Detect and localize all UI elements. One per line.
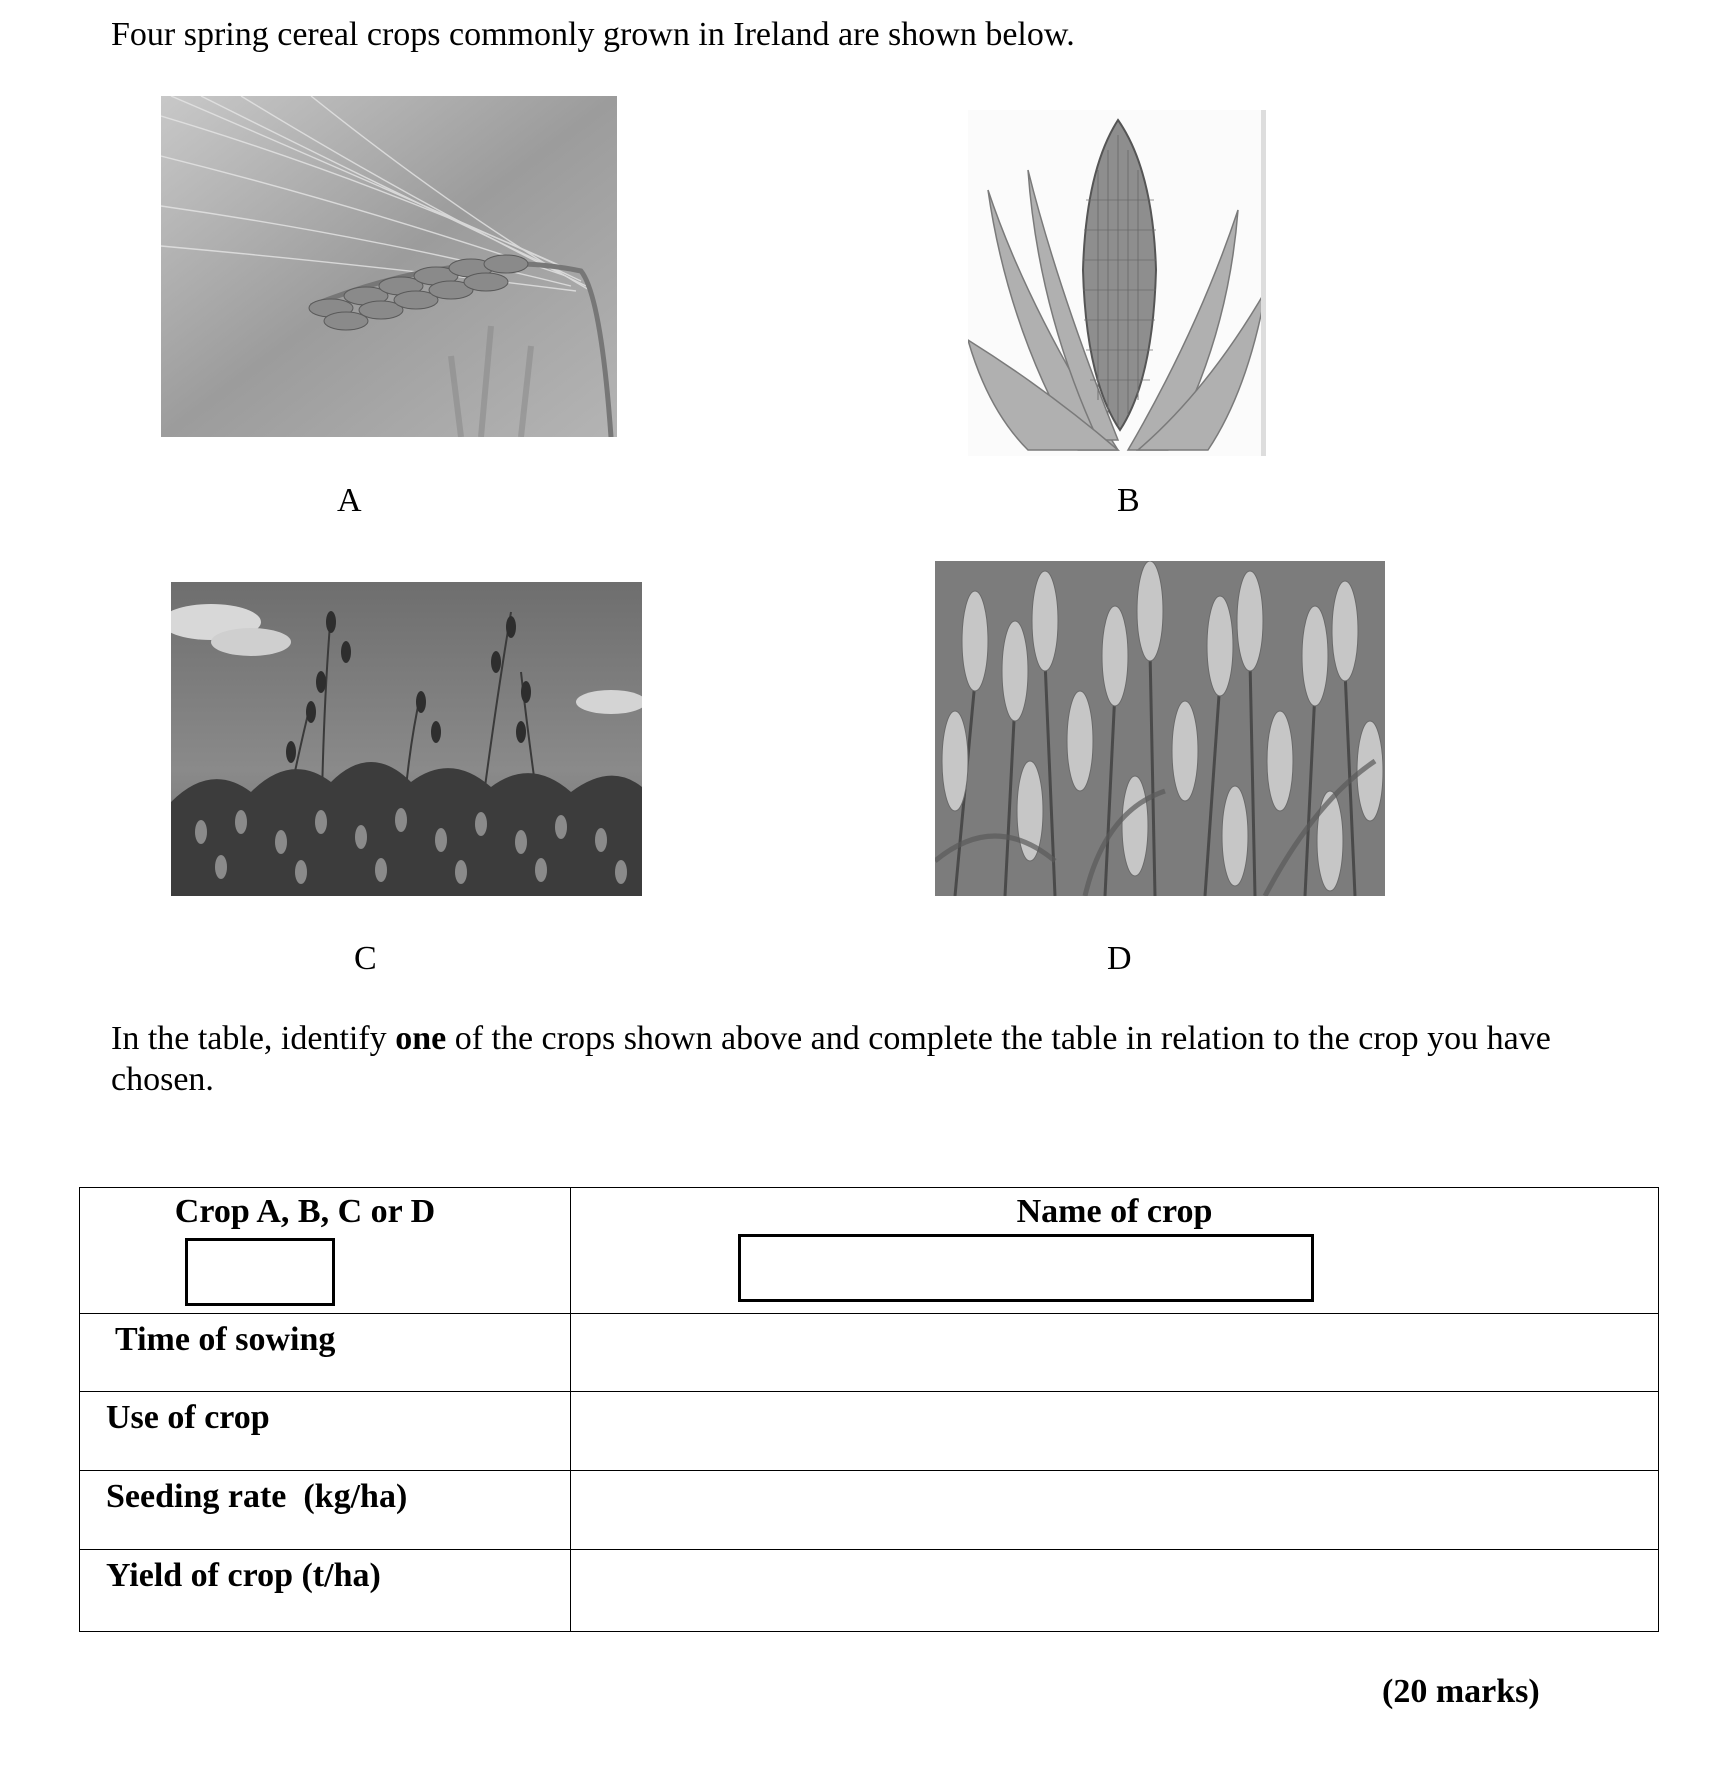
- instruction-before: In the table, identify: [111, 1020, 396, 1057]
- row-label-cell: [80, 1471, 571, 1550]
- instruction-text: [111, 1018, 1551, 1100]
- row-label-time-of-sowing: Time of sowing: [115, 1321, 336, 1358]
- header-crop-letter: Crop A, B, C or D: [174, 1193, 436, 1230]
- barley-ear-photo: [161, 96, 617, 437]
- crop-letter-input-box[interactable]: [185, 1238, 335, 1306]
- header-crop-name: Name of crop: [1016, 1193, 1213, 1230]
- crop-label-c: C: [354, 940, 377, 977]
- crop-image-a: [161, 96, 617, 437]
- row-label-cell: [80, 1550, 571, 1632]
- answer-cell-use-of-crop[interactable]: [571, 1392, 1659, 1471]
- answer-cell-seeding-rate[interactable]: [571, 1471, 1659, 1550]
- crop-image-b: [968, 110, 1266, 456]
- row-label-seeding-rate: Seeding rate (kg/ha): [106, 1478, 408, 1515]
- crop-answer-table: [79, 1187, 1659, 1632]
- row-label-cell: [80, 1314, 571, 1392]
- wheat-field-photo: [935, 561, 1385, 896]
- crop-label-a: A: [337, 482, 362, 519]
- crop-name-input-box[interactable]: [738, 1234, 1314, 1302]
- answer-cell-time-of-sowing[interactable]: [571, 1314, 1659, 1392]
- crop-label-b: B: [1117, 482, 1140, 519]
- row-label-cell: [80, 1392, 571, 1471]
- header-cell-crop-letter: [80, 1188, 571, 1314]
- crop-image-c: [171, 582, 642, 896]
- instruction-emphasis: one: [395, 1020, 447, 1057]
- oats-field-photo: [171, 582, 642, 896]
- marks-total: (20 marks): [1382, 1673, 1540, 1710]
- instruction-after: of the crops shown above and complete the table in relation to the crop you have chosen.: [111, 1020, 1551, 1098]
- answer-cell-yield[interactable]: [571, 1550, 1659, 1632]
- crop-image-d: [935, 561, 1385, 896]
- intro-text: Four spring cereal crops commonly grown in Ireland are shown below.: [111, 16, 1075, 53]
- maize-cob-photo: [968, 110, 1266, 456]
- row-label-use-of-crop: Use of crop: [106, 1399, 270, 1436]
- row-label-yield: Yield of crop (t/ha): [106, 1557, 381, 1594]
- header-cell-crop-name: [571, 1188, 1659, 1314]
- crop-label-d: D: [1107, 940, 1132, 977]
